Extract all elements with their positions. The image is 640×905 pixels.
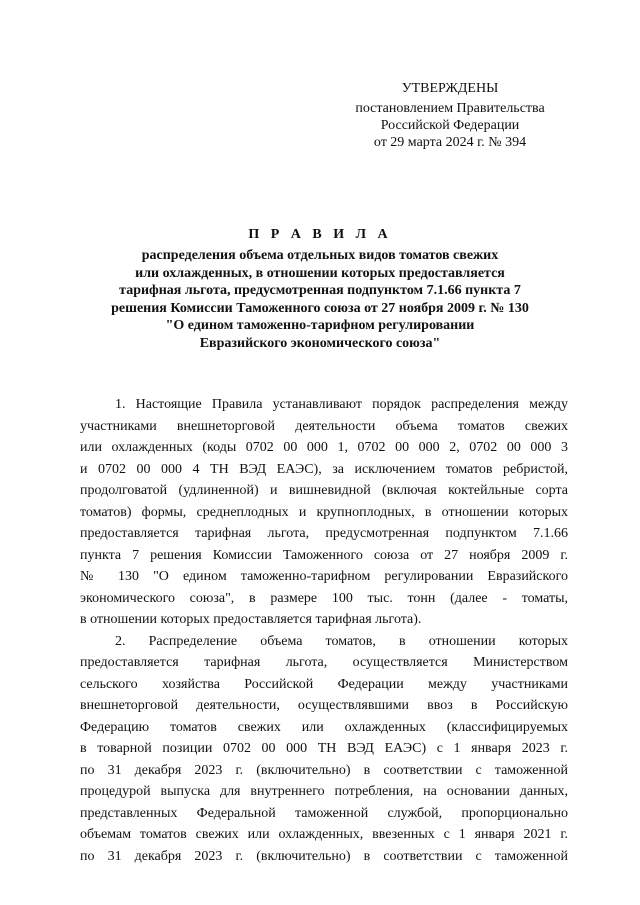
document-body: [80, 394, 568, 867]
paragraph-line: экономического союза", в размере 100 тыс. тонн (далее - томаты,: [80, 590, 568, 606]
paragraph-line: по 31 декабря 2023 г. (включительно) в соответствии с таможенной: [80, 848, 568, 864]
subtitle-line: "О едином таможенно-тарифном регулировании: [165, 318, 475, 334]
paragraph-line: предоставляется тарифная льгота, предусмотренная подпунктом 7.1.66: [80, 526, 568, 541]
paragraph-line: участниками внешнеторговой деятельности объема томатов свежих: [80, 418, 568, 434]
approval-line-date: от 29 марта 2024 г. № 394: [373, 135, 527, 150]
paragraph-line: представленных Федеральной таможенной службой, пропорционально: [80, 805, 568, 821]
paragraph-line: процедурой выпуска для внутреннего потребления, на основании данных,: [80, 784, 568, 799]
document-title: П Р А В И Л А: [248, 227, 392, 242]
paragraph-line: № 130 "О едином таможенно-тарифном регулировании Евразийского: [80, 569, 568, 584]
subtitle-line: Евразийского экономического союза": [199, 335, 441, 351]
paragraph-line: в товарной позиции 0702 00 000 ТН ВЭД ЕАЭС) с 1 января 2023 г.: [80, 741, 568, 756]
approval-line-decree: постановлением Правительства: [355, 101, 545, 116]
paragraph-line: или охлажденных (коды 0702 00 000 1, 0702 00 000 2, 0702 00 000 3: [80, 440, 568, 455]
subtitle-line: решения Комиссии Таможенного союза от 27 ноября 2009 г. № 130: [111, 300, 529, 316]
document-subtitle: [80, 247, 560, 353]
paragraph-line: в отношении которых предоставляется тарифная льгота).: [80, 612, 422, 627]
paragraph-line: 2. Распределение объема томатов, в отношении которых: [115, 633, 568, 649]
paragraph-line: и 0702 00 000 4 ТН ВЭД ЕАЭС), за исключением томатов ребристой,: [80, 461, 568, 477]
paragraph-line: томатов) формы, среднеплодных и крупноплодных, в отношении которых: [80, 504, 568, 520]
paragraph-line: продолговатой (удлиненной) и вишневидной (включая коктейльные сорта: [80, 483, 568, 498]
subtitle-line: тарифная льгота, предусмотренная подпунктом 7.1.66 пункта 7: [119, 283, 521, 299]
subtitle-line: или охлажденных, в отношении которых предоставляется: [135, 265, 505, 281]
paragraph-line: внешнеторговой деятельности, осуществлявшими ввоз в Российскую: [80, 698, 568, 713]
paragraph-line: пункта 7 решения Комиссии Таможенного союза от 27 ноября 2009 г.: [80, 547, 568, 563]
approval-line-federation: Российской Федерации: [380, 118, 520, 133]
subtitle-line: распределения объема отдельных видов томатов свежих: [141, 248, 499, 263]
paragraph-line: по 31 декабря 2023 г. (включительно) в соответствии с таможенной: [80, 762, 568, 778]
paragraph-line: Федерацию томатов свежих или охлажденных (классифицируемых: [80, 719, 568, 735]
paragraph-line: предоставляется тарифная льгота, осуществляется Министерством: [80, 655, 568, 670]
paragraph-line: 1. Настоящие Правила устанавливают порядок распределения между: [115, 397, 568, 412]
approval-stamp: [300, 80, 600, 151]
approval-heading: УТВЕРЖДЕНЫ: [401, 81, 499, 96]
paragraph-line: объемам томатов свежих или охлажденных, ввезенных с 1 января 2021 г.: [80, 827, 568, 842]
paragraph-1: [80, 394, 568, 631]
paragraph-2: [80, 631, 568, 868]
paragraph-line: сельского хозяйства Российской Федерации между участниками: [80, 676, 568, 692]
